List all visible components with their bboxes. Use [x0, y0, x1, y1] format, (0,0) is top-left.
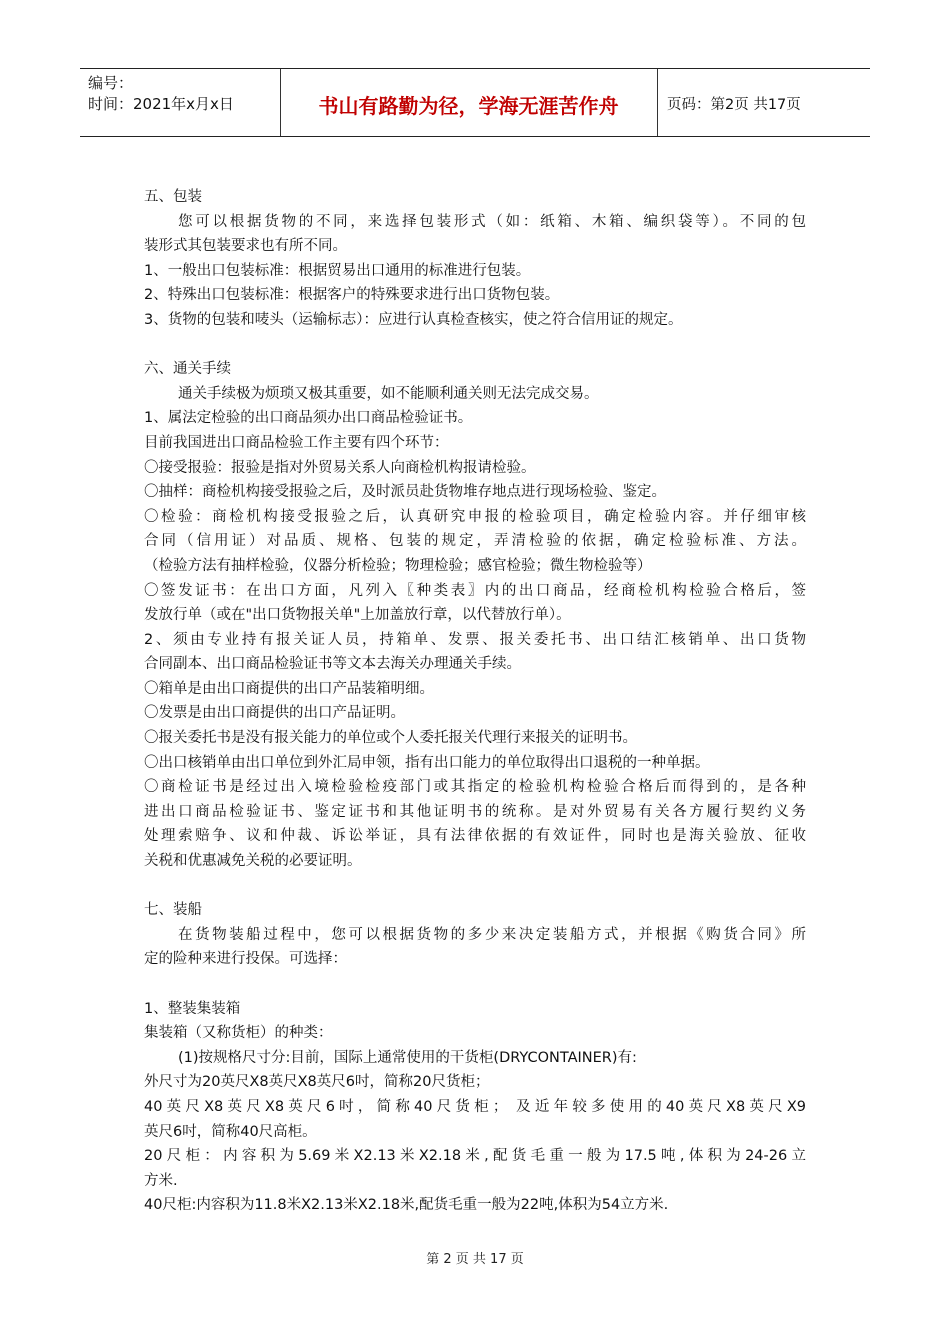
header-motto: 书山有路勤为径，学海无涯苦作舟: [318, 94, 619, 118]
blank-line: [144, 972, 806, 997]
body-line: 〇报关委托书是没有报关能力的单位或个人委托报关代理行来报关的证明书。: [144, 730, 637, 747]
body-line: 进出口商品检验证书、鉴定证书和其他证明书的统称。是对外贸易有关各方履行契约义务: [144, 803, 806, 820]
body-line: 20尺柜：内容积为5.69米X2.13米X2.18米,配货毛重一般为17.5吨,体积为24-26立: [144, 1148, 806, 1165]
body-line: 〇出口核销单由出口单位到外汇局申领，指有出口能力的单位取得出口退税的一种单据。: [144, 754, 710, 771]
body-line: 目前我国进出口商品检验工作主要有四个环节：: [144, 434, 449, 451]
body-line: 〇箱单是由出口商提供的出口产品装箱明细。: [144, 680, 434, 697]
body-line: 1、属法定检验的出口商品须办出口商品检验证书。: [144, 410, 473, 427]
body-line: 〇接受报验：报验是指对外贸易关系人向商检机构报请检验。: [144, 459, 536, 476]
body-line: 1、一般出口包装标准：根据贸易出口通用的标准进行包装。: [144, 262, 531, 279]
body-line: 处理索赔争、议和仲裁、诉讼举证，具有法律依据的有效证件，同时也是海关验放、征收: [144, 828, 806, 845]
body-line: 英尺6吋，简称40尺高柜。: [144, 1123, 317, 1140]
body-line: 3、货物的包装和唛头（运输标志）：应进行认真检查核实，使之符合信用证的规定。: [144, 311, 683, 328]
body-line: 方米.: [144, 1172, 178, 1189]
blank-line: [144, 333, 806, 358]
header-meta: [88, 73, 234, 115]
body-line: 40英尺X8英尺X8英尺6吋，简称40尺货柜； 及近年较多使用的40英尺X8英尺X9: [144, 1098, 806, 1115]
body-line: 〇签发证书：在出口方面，凡列入〖种类表〗内的出口商品，经商检机构检验合格后，签: [144, 582, 806, 599]
header-number-label: 编号：: [88, 74, 134, 92]
body-line: 合同副本、出口商品检验证书等文本去海关办理通关手续。: [144, 656, 521, 673]
body-line: （检验方法有抽样检验，仪器分析检验；物理检验；感官检验；微生物检验等）: [144, 557, 652, 574]
body-line: 〇商检证书是经过出入境检验检疫部门或其指定的检验机构检验合格后而得到的，是各种: [144, 779, 806, 796]
body-line: 发放行单（或在"出口货物报关单"上加盖放行章，以代替放行单）。: [144, 607, 571, 624]
body-line: 您可以根据货物的不同，来选择包装形式（如：纸箱、木箱、编织袋等）。不同的包: [178, 213, 806, 230]
blank-line: [144, 874, 806, 899]
body-line: 2、须由专业持有报关证人员，持箱单、发票、报关委托书、出口结汇核销单、出口货物: [144, 631, 806, 648]
header-page-label: 页码：第2页 共17页: [667, 97, 801, 113]
body-line: 在货物装船过程中，您可以根据货物的多少来决定装船方式，并根据《购货合同》所: [178, 926, 806, 943]
body-line: 六、通关手续: [144, 361, 231, 378]
body-line: 集装箱（又称货柜）的种类：: [144, 1025, 333, 1042]
page-footer: 第 2 页 共 17 页: [426, 1252, 524, 1267]
body-line: 五、包装: [144, 189, 202, 205]
body-line: 通关手续极为烦琐又极其重要，如不能顺利通关则无法完成交易。: [178, 385, 599, 402]
body-line: 〇检验：商检机构接受报验之后，认真研究申报的检验项目，确定检验内容。并仔细审核: [144, 508, 806, 525]
body-line: 关税和优惠减免关税的必要证明。: [144, 853, 362, 870]
body-line: 定的险种来进行投保。可选择：: [144, 951, 347, 968]
header-divider-right: [657, 69, 658, 136]
body-line: 40尺柜:内容积为11.8米X2.13米X2.18米,配货毛重一般为22吨,体积为54立方米.: [144, 1197, 669, 1214]
body-line: (1)按规格尺寸分:目前，国际上通常使用的干货柜(DRYCONTAINER)有:: [178, 1049, 637, 1066]
document-body: [144, 185, 806, 1218]
body-line: 〇发票是由出口商提供的出口产品证明。: [144, 705, 405, 722]
body-line: 〇抽样：商检机构接受报验之后，及时派员赴货物堆存地点进行现场检验、鉴定。: [144, 484, 666, 501]
page-header: [80, 68, 870, 137]
body-line: 2、特殊出口包装标准：根据客户的特殊要求进行出口货物包装。: [144, 287, 560, 304]
body-line: 1、整装集装箱: [144, 1000, 241, 1017]
header-time-label: 时间：2021年x月x日: [88, 95, 234, 113]
body-line: 七、装船: [144, 902, 202, 919]
body-line: 合同（信用证）对品质、规格、包装的规定，弄清检验的依据，确定检验标准、方法。: [144, 533, 806, 550]
body-line: 装形式其包装要求也有所不同。: [144, 238, 347, 255]
body-line: 外尺寸为20英尺X8英尺X8英尺6吋，简称20尺货柜；: [144, 1074, 490, 1091]
